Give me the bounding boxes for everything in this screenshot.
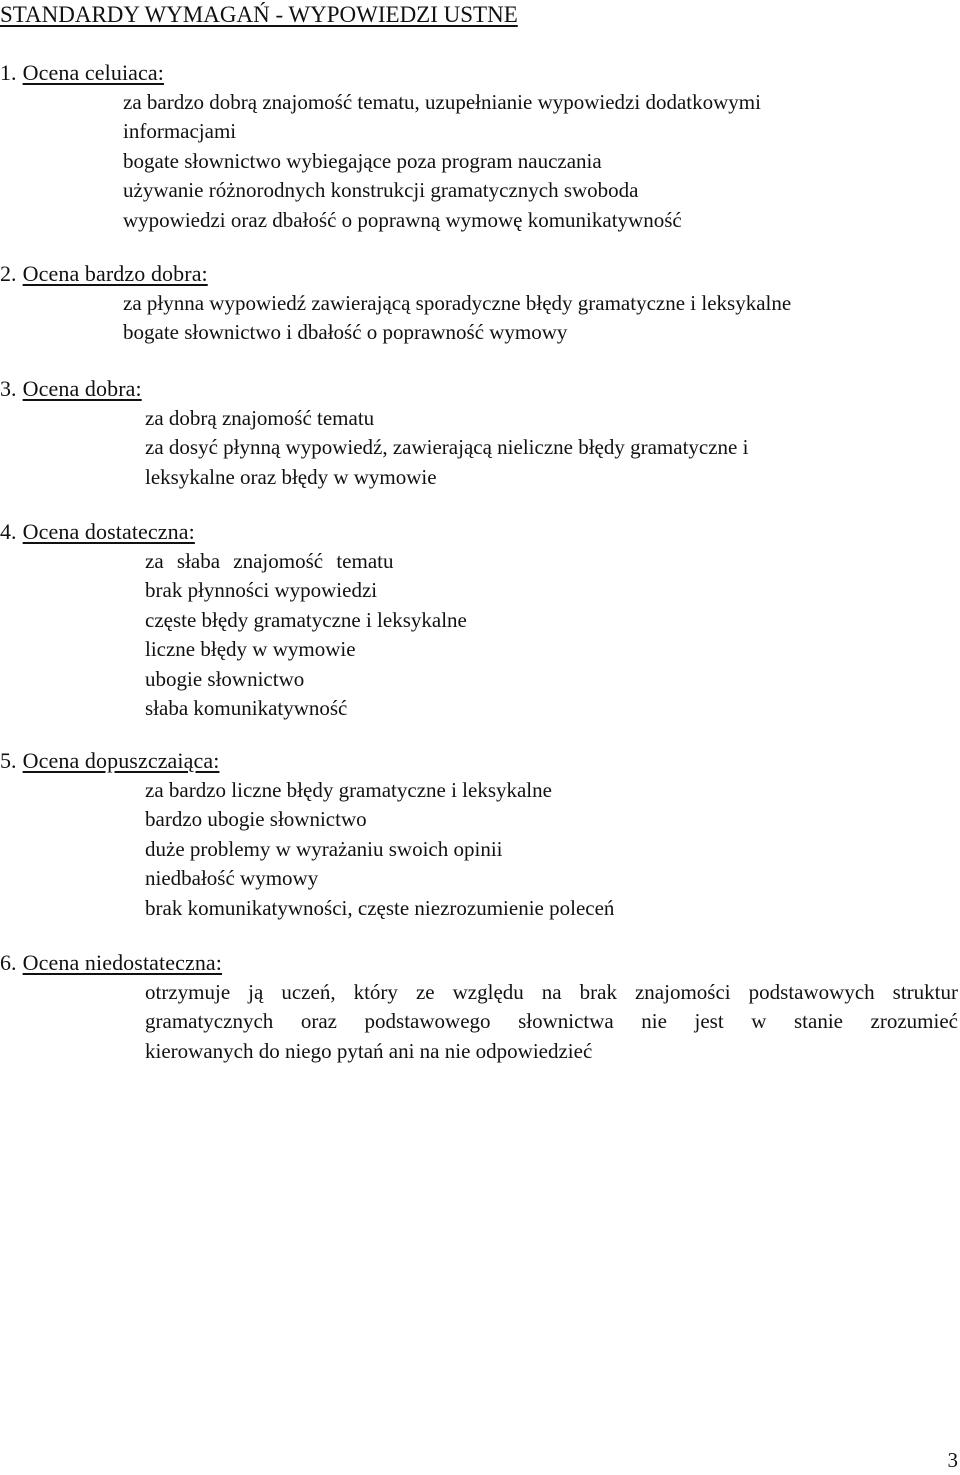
section-ocena-dostateczna	[0, 517, 467, 723]
criteria-line: brak komunikatywności, częste niezrozumienie poleceń	[145, 895, 615, 920]
criteria-list	[123, 88, 761, 235]
criteria-list	[145, 776, 614, 923]
section-ocena-dopuszczajaca	[0, 746, 614, 923]
section-heading	[0, 746, 614, 776]
criteria-line: słaba komunikatywność	[145, 696, 348, 721]
section-heading	[0, 259, 791, 289]
criteria-line: informacjami	[123, 119, 237, 144]
section-number: 3.	[0, 376, 17, 401]
section-ocena-niedostateczna	[0, 948, 960, 1066]
criteria-line: za płynna wypowiedź zawierającą sporadyczne błędy gramatyczne i leksykalne	[123, 291, 792, 315]
criteria-line: bogate słownictwo i dbałość o poprawność wymowy	[123, 320, 568, 345]
section-label: Ocena dostateczna:	[22, 519, 195, 544]
criteria-line: bogate słownictwo wybiegające poza program nauczania	[123, 148, 602, 173]
section-number: 1.	[0, 60, 17, 85]
criteria-line: otrzymuje ją uczeń, który ze względu na brak znajomości podstawowych struktur	[145, 980, 958, 1004]
section-label: Ocena dopuszczaiąca:	[22, 748, 220, 773]
section-heading	[0, 374, 748, 404]
criteria-line: liczne błędy w wymowie	[145, 637, 356, 662]
section-ocena-bardzo-dobra	[0, 259, 791, 348]
criteria-list	[145, 547, 467, 723]
criteria-list	[145, 404, 748, 492]
criteria-line: za dobrą znajomość tematu	[145, 406, 375, 430]
section-label: Ocena niedostateczna:	[22, 950, 223, 975]
criteria-line: leksykalne oraz błędy w wymowie	[145, 464, 437, 489]
criteria-line: za bardzo dobrą znajomość tematu, uzupełnianie wypowiedzi dodatkowymi	[123, 90, 761, 114]
section-ocena-celujaca	[0, 58, 761, 235]
criteria-line: gramatycznych oraz podstawowego słownictwa nie jest w stanie zrozumieć	[145, 1009, 958, 1034]
section-number: 2.	[0, 261, 17, 286]
criteria-line: bardzo ubogie słownictwo	[145, 807, 367, 832]
section-ocena-dobra	[0, 374, 748, 492]
criteria-line: wypowiedzi oraz dbałość o poprawną wymowę komunikatywność	[123, 207, 682, 232]
section-number: 4.	[0, 519, 17, 544]
section-heading	[0, 58, 761, 88]
section-label: Ocena dobra:	[22, 376, 142, 401]
section-label: Ocena bardzo dobra:	[22, 261, 208, 286]
document-title: STANDARDY WYMAGAŃ - WYPOWIEDZI USTNE	[0, 2, 518, 27]
criteria-line: kierowanych do niego pytań ani na nie odpowiedzieć	[145, 1038, 593, 1063]
section-number: 6.	[0, 950, 17, 975]
page-number: 3	[947, 1448, 958, 1472]
section-label: Ocena celuiaca:	[22, 60, 164, 85]
section-number: 5.	[0, 748, 17, 773]
criteria-line: za słaba znajomość tematu	[145, 549, 394, 573]
criteria-list	[123, 289, 791, 348]
criteria-line: brak płynności wypowiedzi	[145, 578, 378, 603]
criteria-list	[145, 978, 958, 1066]
criteria-line: duże problemy w wyrażaniu swoich opinii	[145, 836, 503, 861]
criteria-line: za bardzo liczne błędy gramatyczne i leksykalne	[145, 778, 552, 802]
criteria-line: używanie różnorodnych konstrukcji gramatycznych swoboda	[123, 178, 639, 203]
section-heading	[0, 948, 960, 978]
criteria-line: ubogie słownictwo	[145, 666, 305, 691]
criteria-line: niedbałość wymowy	[145, 866, 319, 891]
criteria-line: częste błędy gramatyczne i leksykalne	[145, 607, 467, 632]
section-heading	[0, 517, 467, 547]
criteria-line: za dosyć płynną wypowiedź, zawierającą nieliczne błędy gramatyczne i	[145, 435, 749, 460]
